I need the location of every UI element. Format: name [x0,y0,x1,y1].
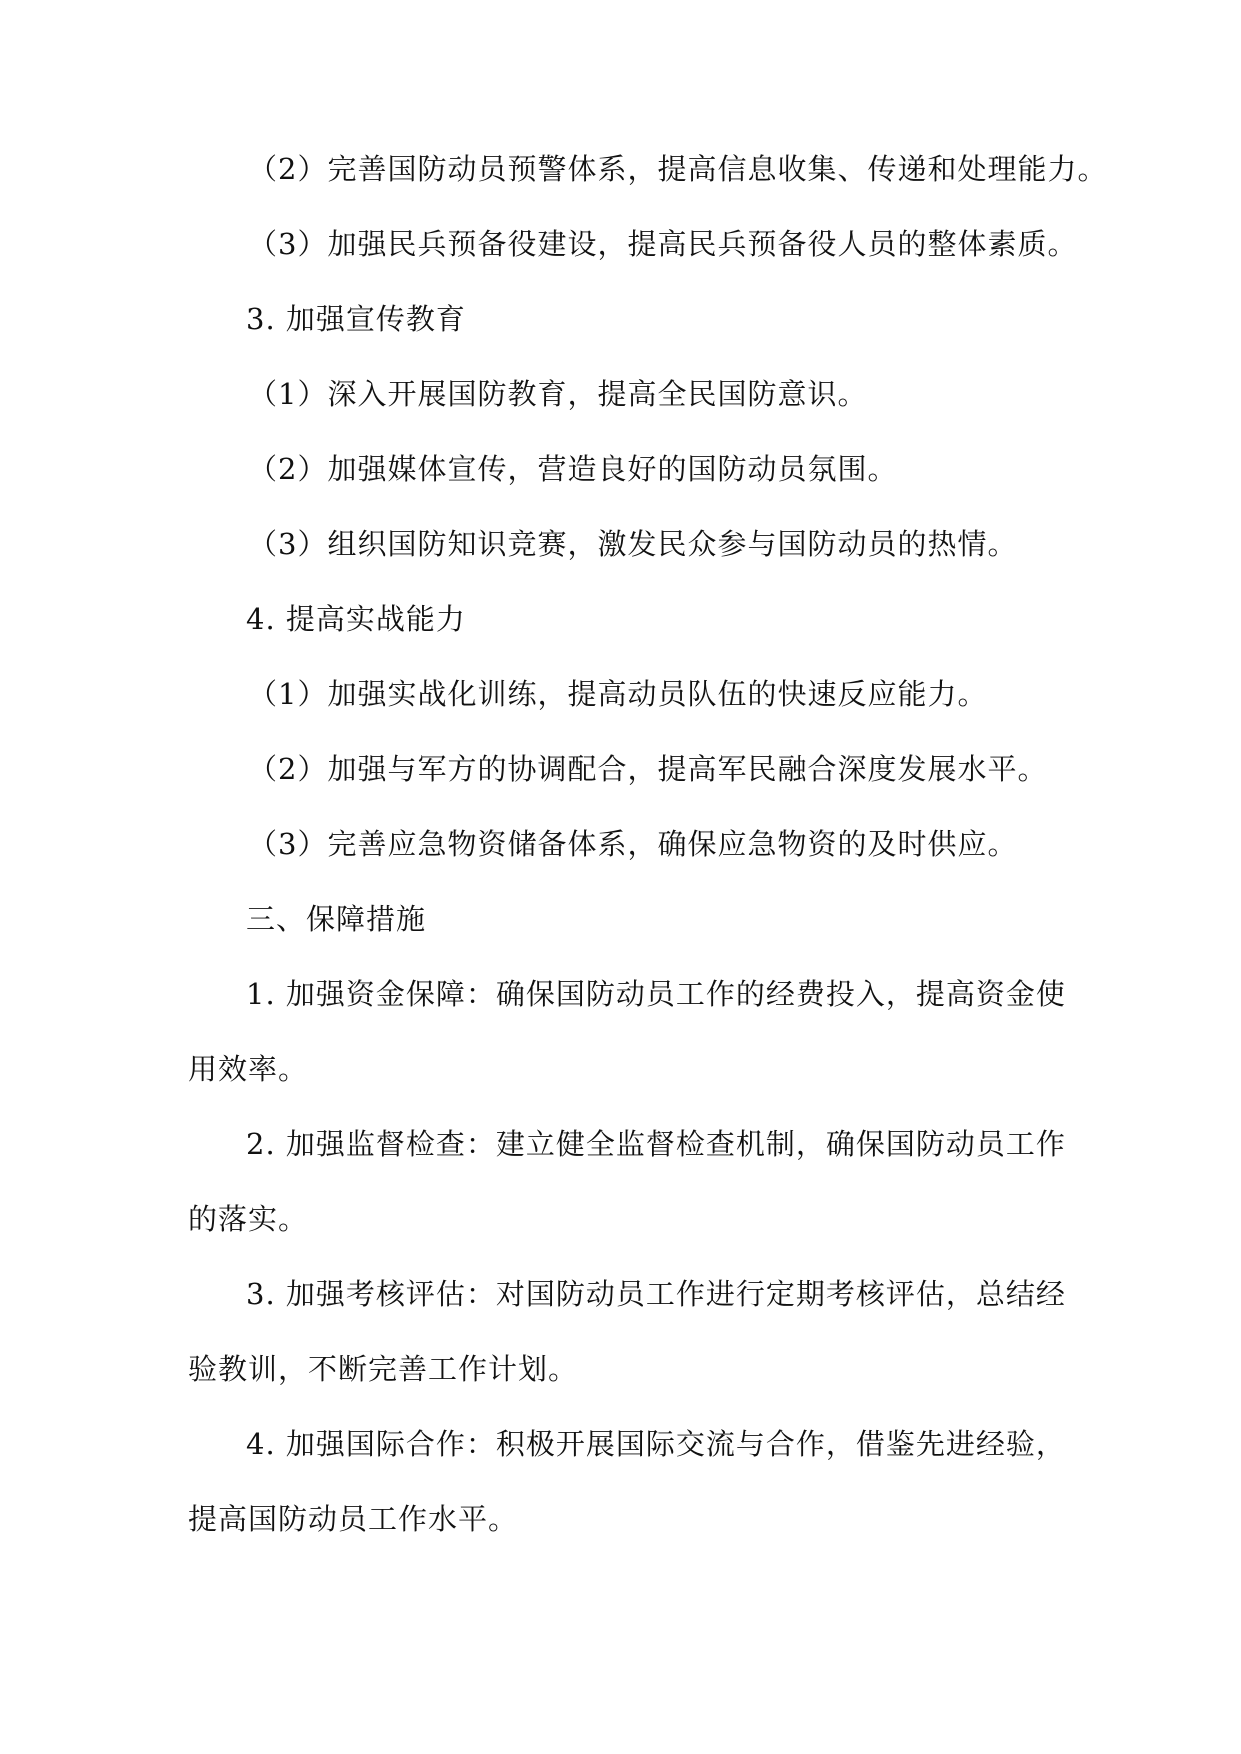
list-item: （3）组织国防知识竞赛，激发民众参与国防动员的热情。 [248,527,1018,561]
list-item: （2）加强媒体宣传，营造良好的国防动员氛围。 [248,452,898,486]
list-item: （2）完善国防动员预警体系，提高信息收集、传递和处理能力。 [248,152,1108,186]
paragraph-line: 验教训，不断完善工作计划。 [188,1352,579,1386]
section-heading: 4. 提高实战能力 [246,602,466,636]
paragraph-line: 2. 加强监督检查：建立健全监督检查机制，确保国防动员工作 [246,1127,1066,1161]
paragraph-line: 3. 加强考核评估：对国防动员工作进行定期考核评估，总结经 [246,1277,1066,1311]
list-item: （1）深入开展国防教育，提高全民国防意识。 [248,377,868,411]
list-item: （3）完善应急物资储备体系，确保应急物资的及时供应。 [248,827,1018,861]
paragraph-line: 4. 加强国际合作：积极开展国际交流与合作，借鉴先进经验， [246,1427,1066,1461]
paragraph-line: 的落实。 [188,1202,309,1236]
paragraph-line: 用效率。 [188,1052,309,1086]
list-item: （3）加强民兵预备役建设，提高民兵预备役人员的整体素质。 [248,227,1078,261]
section-heading: 3. 加强宣传教育 [246,302,466,336]
list-item: （1）加强实战化训练，提高动员队伍的快速反应能力。 [248,677,988,711]
paragraph-line: 提高国防动员工作水平。 [188,1502,519,1536]
paragraph-line: 1. 加强资金保障：确保国防动员工作的经费投入，提高资金使 [246,977,1066,1011]
list-item: （2）加强与军方的协调配合，提高军民融合深度发展水平。 [248,752,1048,786]
chapter-heading: 三、保障措施 [246,902,427,936]
